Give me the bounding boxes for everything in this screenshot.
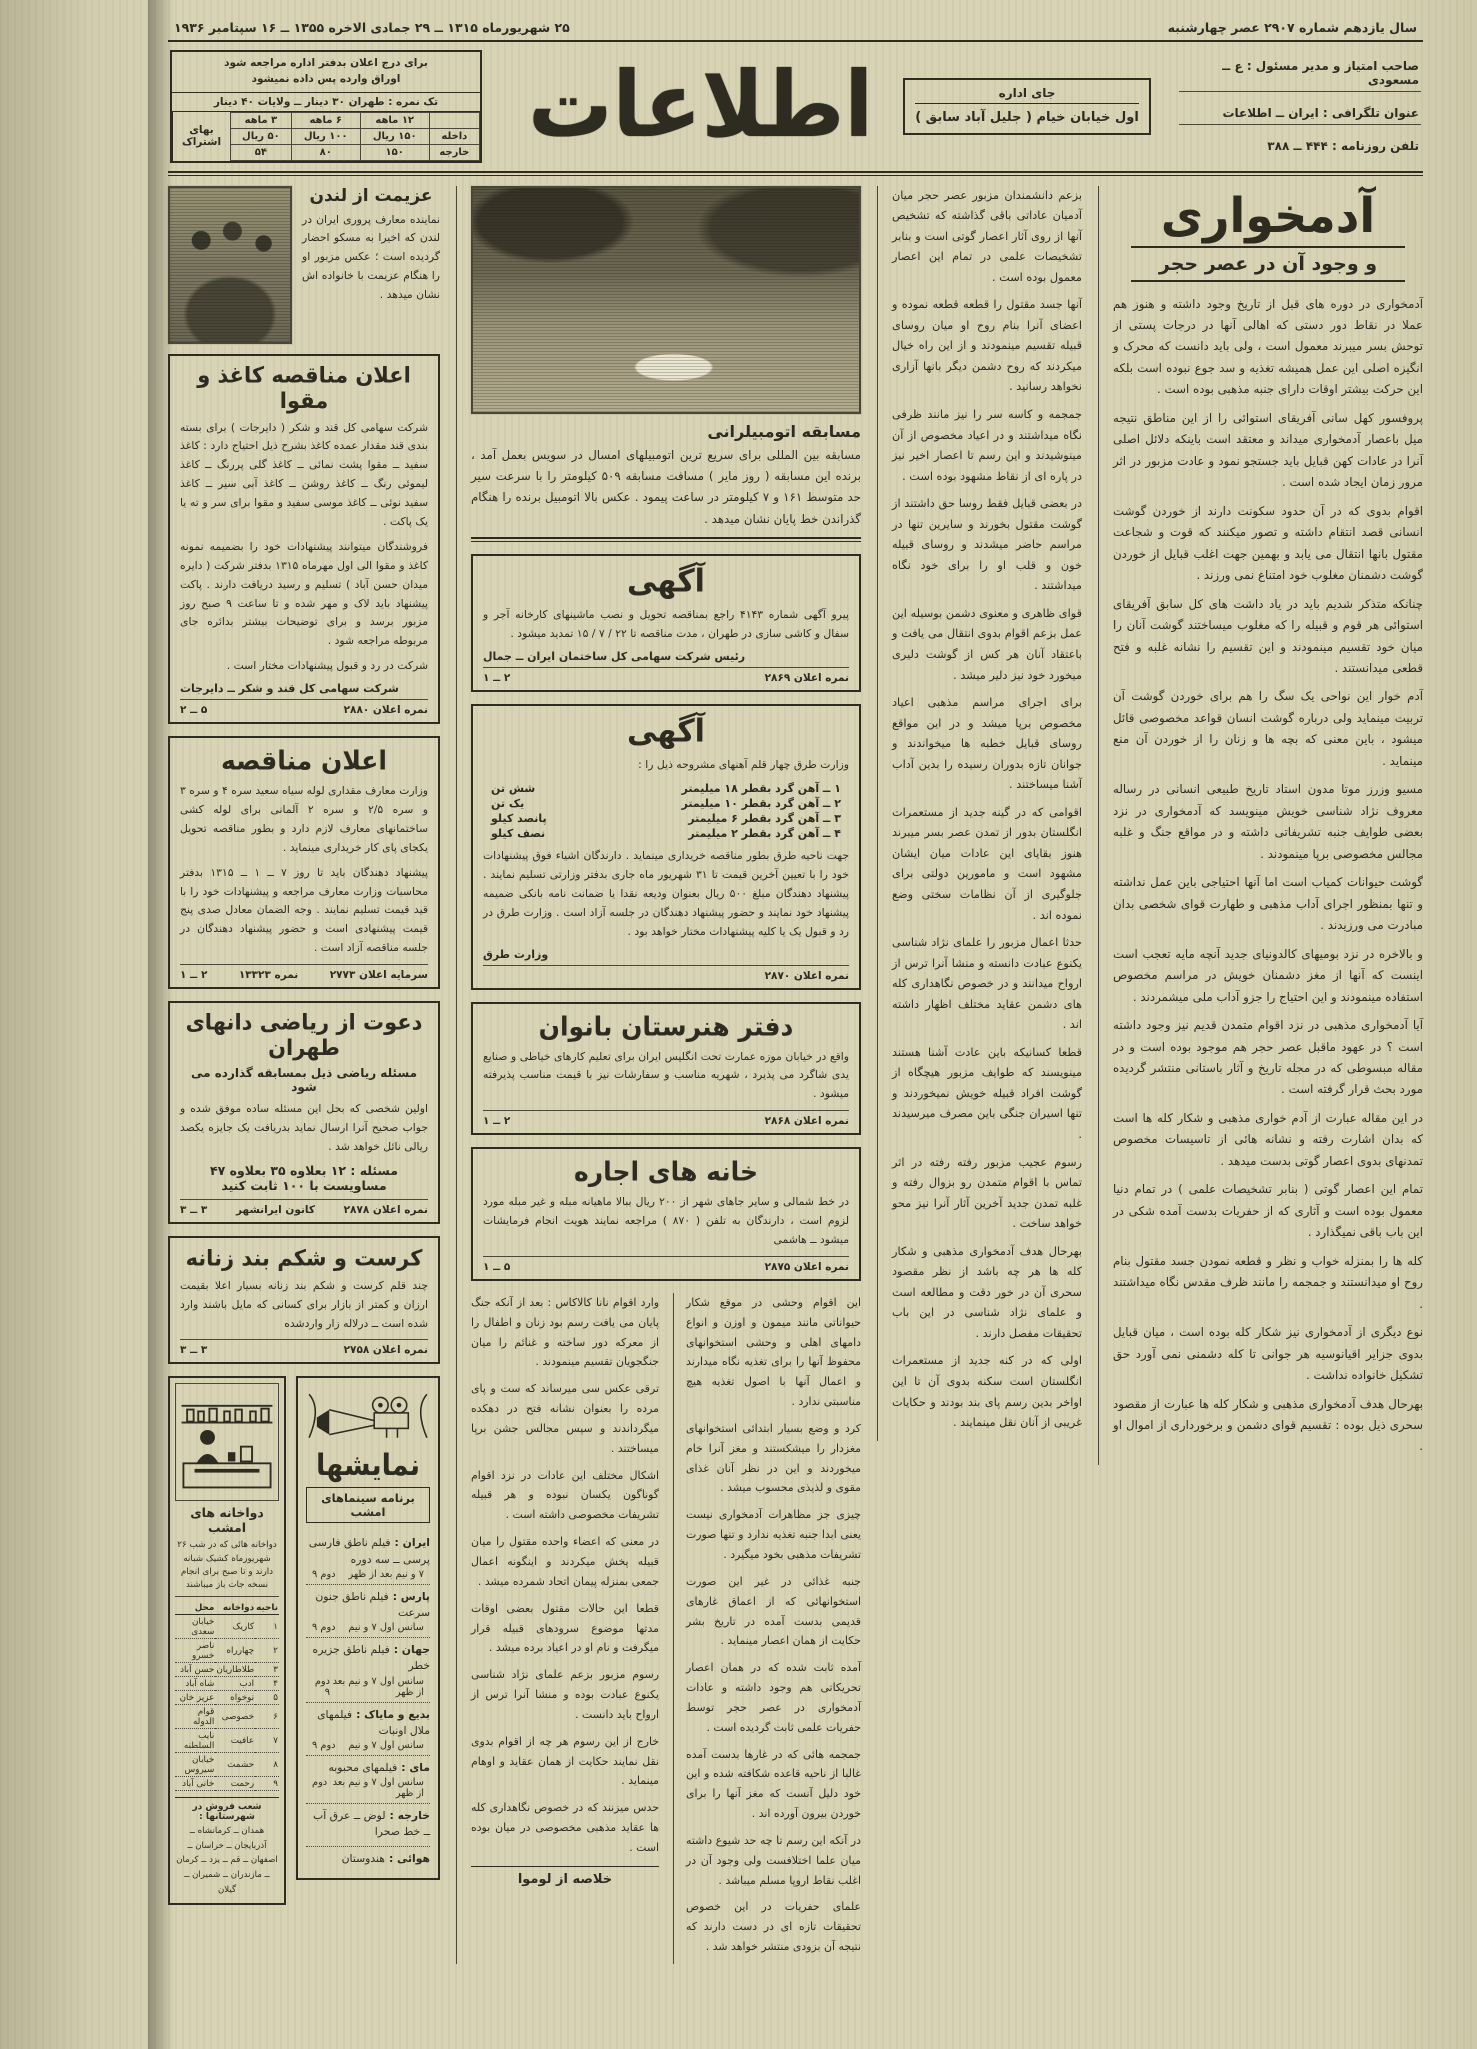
- london-title: عزیمت از لندن: [309, 185, 433, 206]
- pharmacy-name: چهارراه: [215, 1639, 255, 1663]
- paragraph: اقوامی که در گینه جدید از مستعمرات انگلستان بدور از تمدن عصر بسر میبرند هنوز بقایای این عادات میان ایشان مشهود است و مامورین دولتی برای جلوگیری از آن نظامات سختی وضع نموده اند .: [892, 805, 1082, 922]
- math-footer: [180, 1199, 428, 1216]
- cinema-name: جهان :: [393, 1643, 430, 1657]
- cinema-line: [306, 1808, 430, 1840]
- pharmacy-place: شاه آباد: [175, 1677, 215, 1691]
- corset-body: چند قلم کرست و شکم بند زنانه بسیار اعلا بقیمت ارزان و کمتر از بازار برای کسانی که مایل باشند وارد شده است ــ درلاله زار واردشده: [180, 1278, 428, 1330]
- paper-tender-title: اعلان مناقصه کاغذ و مقوا: [197, 362, 411, 413]
- masthead-rule: [168, 171, 1423, 176]
- cinema-name: هوائی :: [388, 1851, 430, 1865]
- notice-agahi-2: [471, 704, 861, 989]
- pharmacy-note: [175, 1539, 279, 1597]
- branch-city: ــ گیلان: [184, 1870, 236, 1895]
- showtime-first: سانس اول ۷ و نیم بعد از ظهر: [332, 1675, 424, 1698]
- tender-ad: [168, 736, 440, 989]
- branch-city: ــ کرمانشاه: [198, 1826, 242, 1836]
- tender-para: پیشنهاد دهندگان باید تا روز ۷ ــ ۱ ــ ۱۳۱۵ بدفتر محاسبات وزارت معارف مراجعه و پیشنهادات خود را با قید قیمت تسلیم نمایند . وجه الضمان معادل صدی پنج قیمت پیشنهادی است و حضور پیشنهاد دهندگان در جلسه مناقصه آزاد است .: [180, 865, 429, 955]
- film-projector-illustration: [306, 1384, 430, 1448]
- dateline-text: ۲۵ شهریورماه ۱۳۱۵ ــ ۲۹ جمادی الاخره ۱۳۵۵ ــ ۱۶ سپتامبر ۱۹۳۶: [174, 20, 570, 35]
- stone-age-left-column: [471, 1293, 659, 1964]
- note-ads: برای درج اعلان بدفتر اداره مراجعه شود: [224, 57, 428, 69]
- corset-ad: [168, 1236, 440, 1365]
- film-title: فیلمهای محبوبه: [328, 1760, 398, 1774]
- paper-tender-signature: شرکت سهامی کل قند و شکر ــ دایرجات: [180, 682, 399, 696]
- shows-title: نمایشها: [316, 1448, 420, 1483]
- showtime-second: دوم ۹: [312, 1622, 336, 1634]
- cinema-listing: [306, 1585, 430, 1638]
- branch-city: ــ خراسان: [195, 1841, 234, 1851]
- branch-city: همدان: [241, 1826, 265, 1837]
- cinema-line: [306, 1851, 430, 1867]
- rates-head-6: ۶ ماهه: [291, 112, 360, 128]
- notice-sequence: ۵ ــ ۱: [483, 1260, 511, 1273]
- notice-sequence: ۲ ــ ۱: [180, 969, 208, 982]
- paragraph: جمجمه هائی که در غارها بدست آمده غالبا از ناحیه قاعده شکافته شده و این خود دلیل آنست که مغز آنها را برای خوردن بیرون آورده اند .: [686, 1747, 861, 1821]
- iron-item-desc: ۳ ــ آهن گرد بقطر ۶ میلیمتر: [688, 812, 841, 826]
- branch-city: ــ اصفهان: [187, 1841, 277, 1866]
- page-content: [168, 186, 1423, 1965]
- showtime-first: سانس اول ۷ و نیم بعد از ظهر: [332, 1777, 424, 1800]
- iron-items-list: [483, 781, 849, 841]
- notice-sequence: ۲ ــ ۱: [483, 1115, 511, 1128]
- paragraph: رسوم مزبور بزعم علمای نژاد شناسی یکنوع عبادت بوده و منشا آنرا ترس از ارواح باید دانست .: [471, 1668, 659, 1721]
- showtimes: [306, 1841, 430, 1842]
- pharmacy-place: قوام الدوله: [175, 1705, 215, 1729]
- publisher-box: [1179, 50, 1421, 163]
- cinema-line: [306, 1589, 430, 1621]
- race-title: مسابقه اتومبیلرانی: [707, 421, 861, 441]
- paragraph: جمجمه و کاسه سر را نیز مانند ظرفی نگاه میداشتند و در اعیاد مخصوص از آن مینوشیدند و این رسم تا اعصار اخیر نیز در پاره ای از نقاط مشهود بوده است .: [892, 407, 1082, 483]
- pharmacy-row: [175, 1705, 279, 1729]
- notice-footer: [483, 667, 849, 684]
- telegraph-line: عنوان تلگرافی : ایران ــ اطلاعات: [1179, 102, 1421, 125]
- cinema-name: خارجه :: [389, 1809, 430, 1823]
- pharmacy-row: [175, 1663, 279, 1677]
- pharmacy-head-district: ناحیه: [256, 1603, 278, 1614]
- film-title: فیلم ناطق فارسی پرسی ــ سه دوره: [308, 1536, 430, 1566]
- cinema-box: [296, 1376, 440, 1879]
- pharmacy-box: [168, 1376, 286, 1905]
- film-title: هندوستان: [341, 1851, 385, 1865]
- houses-ad: [471, 1147, 861, 1281]
- cinema-listings: [306, 1531, 430, 1871]
- corset-title: کرست و شکم بند زنانه: [185, 1245, 423, 1271]
- notice-sequence: ۳ ــ ۳: [180, 1344, 208, 1357]
- paragraph: علمای حفریات در این خصوص تحقیقات تازه ای در دست دارند که نتیجه آن بزودی منتشر خواهد شد .: [686, 1900, 861, 1954]
- showtimes: [306, 1675, 430, 1698]
- showtimes: [306, 1776, 430, 1799]
- paragraph: بهرحال هدف آدمخواری مذهبی و شکار کله ها عبارت از مقصود سحری ذیل بوده : تقسیم قوای دشمن و برخورداری از اموال او .: [1113, 1396, 1423, 1454]
- pharmacy-number: ۵: [255, 1691, 279, 1705]
- showtime-second: دوم ۹: [314, 1675, 331, 1698]
- article-continuation-column: [877, 186, 1082, 1441]
- honarestan-title: دفتر هنرستان بانوان: [538, 1010, 794, 1042]
- rates-row: [231, 144, 480, 160]
- article-body-col2: [892, 186, 1082, 1434]
- pharmacy-place: حسن آباد: [175, 1663, 215, 1677]
- car-race-photo: [471, 186, 861, 414]
- pharmacy-number: ۳: [255, 1663, 279, 1677]
- paragraph: آیا آدمخواری مذهبی در نزد اقوام متمدن قدیم نیز وجود داشته است ؟ در عهود ماقبل عصر حجر هم موجود بوده است و در مقاله مبسوطی که در مجله تاریخ و آثار باستانی منتشر گردیده مورد بحث قرار گرفته است .: [1113, 1018, 1423, 1097]
- iron-item: [483, 811, 849, 826]
- pharmacy-number: ۶: [255, 1705, 279, 1729]
- note-returns: اوراق وارده پس داده نمیشود: [251, 72, 401, 85]
- shows-subtitle: برنامه سینماهای امشب: [306, 1487, 430, 1523]
- showtimes: [306, 1621, 430, 1633]
- paragraph: جنبه غذائی در غیر این صورت استخوانهائی که از اعماق غارهای قدیمی بدست آمده در تاریخ بشر حکایت از همان اعصار مینماید .: [686, 1574, 861, 1648]
- article-headline: آدمخواری: [1160, 186, 1376, 243]
- pharmacy-number: ۹: [255, 1777, 279, 1791]
- pharmacy-name: خصوصی: [215, 1705, 255, 1729]
- paragraph: آمده ثابت شده که در همان اعصار تحریکاتی هم وجود داشته و عادات آدمخواری در عصر حجر توسط حفریات علمی ثابت گردیده است .: [686, 1661, 861, 1734]
- london-caption: نماینده معارف پروری ایران در لندن که اخیرا به مسکو احضار گردیده است ؛ عکس مزبور او را هنگام عزیمت با خانواده اش نشان میدهد .: [302, 212, 440, 302]
- masthead: [168, 42, 1423, 169]
- notice-title: آگهی: [627, 563, 705, 601]
- math-contest-ad: [168, 1001, 440, 1224]
- race-caption: مسابقه بین المللی برای سریع ترین اتومبیلهای امسال در سویس بعمل آمد ، برنده این مسابقه ( روز مایر ) مسافت مسابقه ۵۰۹ کیلومتر را با سرعت سیر حد متوسط ۱۶۱ و ۷ کیلومتر در ساعت پیمود . عکس بالا اتومبیل برنده را هنگام گذراندن خط پایان نشان میدهد .: [471, 447, 862, 526]
- notice-sequence: ۳ ــ ۳: [180, 1203, 208, 1216]
- pharmacy-place: خانی آباد: [175, 1777, 215, 1791]
- pharmacy-head-place: محل: [175, 1602, 215, 1615]
- notice-agahi-1: [471, 554, 861, 692]
- paragraph: آدمخواری در دوره های قبل از تاریخ وجود داشته و هنوز هم عملا در نقاط دور دستی که اهالی آنها در درجات پستی از توحش بسر میبرند معمول است ، ولی باید دانست که محرک و انگیزه اصلی این عمل همیشه تغذیه و سد جوع نبوده است بلکه این حرکت بیشتر اوقات دارای جنبه مذهبی بوده است .: [1113, 296, 1423, 397]
- paragraph: اولی که در کنه جدید از مستعمرات انگلستان است سکنه بدوی آن تا این اواخر بدین رسم پای بند بودند و حکایات غریبی از آنان نقل مینمایند .: [892, 1354, 1082, 1430]
- pharmacy-place: نایب السلطنه: [175, 1729, 215, 1753]
- pharmacy-row: [175, 1729, 279, 1753]
- rates-corner-cell: [429, 112, 479, 128]
- cinema-line: [306, 1760, 430, 1776]
- paragraph: مسیو وزرز موتا مدون استاد تاریخ طبیعی انسانی در رساله معروف نژاد شناسی خویش مینویسد که آدمخواری در نزد بعضی طوایف جنبه تشریفاتی داشته و در مواقع جنگ و غلبه مجالس مخصوصی برپا مینمودند .: [1113, 782, 1423, 861]
- paragraph: در آنکه این رسم تا چه حد شیوع داشته میان علما اختلافست ولی وجود آن در اغلب نقاط اروپا مسلم میباشد .: [686, 1833, 861, 1887]
- notice-number: نمره اعلان ۲۸۶۸: [764, 1115, 849, 1128]
- rate-12: ۱۵۰ ریال: [360, 128, 429, 144]
- cinema-line: [306, 1707, 430, 1739]
- branch-city: ــ کرمان: [176, 1855, 209, 1865]
- film-title: فیلم ناطق جنون سرعت: [315, 1589, 430, 1619]
- pharmacy-row: [175, 1639, 279, 1663]
- iron-item-qty: یک تن: [491, 797, 525, 811]
- iron-item-qty: نصف کیلو: [491, 827, 546, 841]
- pharmacy-note-1: دواخانه هائی که در شب ۲۶ شهریورماه کشیک شبانه دارند: [177, 1540, 277, 1577]
- showtime-first: سانس اول ۷ و نیم: [348, 1739, 424, 1751]
- stone-age-columns: [471, 1293, 861, 1964]
- cinema-name: ایران :: [394, 1536, 430, 1550]
- paragraph: گوشت حیوانات کمیاب است اما آنها احتیاجی باین عمل نداشته و تنها بمنظور اجرای آداب مذهبی و طهارت قوای شخصی بدان مبادرت می ورزیدند .: [1113, 875, 1423, 933]
- london-departure-photo: [168, 186, 292, 344]
- office-address-box: [903, 78, 1151, 136]
- paragraph: ترقی عکس سی میرساند که ست و پای مرده را بعنوان نشانه فتح در دهکده میگرداندند و سپس مجالس جشن برپا میساختند .: [471, 1382, 659, 1455]
- iron-item: [483, 796, 849, 811]
- cinema-name: بدیع و مایاک :: [356, 1707, 430, 1721]
- paragraph: قطعا این حالات مقتول بعضی اوقات مدتها موضوع سرودهای قبیله قرار میگرفت و نام او در اعیاد برده میشد .: [471, 1601, 659, 1655]
- pharmacy-name: کاریک: [215, 1615, 255, 1639]
- iron-item-desc: ۱ ــ آهن گرد بقطر ۱۸ میلیمتر: [681, 782, 841, 796]
- paragraph: آنها جسد مقتول را قطعه قطعه نموده و اعضای آنرا بنام روح او میان روسای قبیله تقسیم مینمودند و از این راه خیال میکردند که روح دشمن دیگر بانها آزاری نخواهد رسانید .: [892, 298, 1082, 394]
- paragraph: حدس میزنند که در خصوص نگاهداری کله ها عقاید مذهبی مخصوصی در میان بوده است .: [471, 1801, 659, 1854]
- showtime-first: سانس اول ۷ و نیم: [348, 1622, 424, 1634]
- iron-item: [483, 826, 849, 841]
- subscription-box: [170, 50, 482, 163]
- pharmacy-row: [175, 1777, 279, 1791]
- houses-title: خانه های اجاره: [573, 1156, 759, 1187]
- branch-cities: [175, 1824, 279, 1897]
- single-issue-price: تک نمره : طهران ۳۰ دینار ــ ولایات ۴۰ دینار: [172, 93, 480, 112]
- showtimes: [306, 1867, 430, 1868]
- tender-footer: [180, 964, 428, 981]
- houses-footer: [483, 1256, 849, 1273]
- left-column: [168, 186, 440, 1906]
- cinema-listing: [306, 1756, 430, 1804]
- paragraph: قوای ظاهری و معنوی دشمن بوسیله این عمل بزعم اقوام بدوی انتقال می یافت و باعتقاد آنان هر کس از گوشت دلیری میخورد خود نیز دلیر میشد .: [892, 606, 1082, 682]
- branch-city: ــ آذربایجان: [190, 1826, 267, 1851]
- pharmacy-place: خیابان سعدی: [175, 1615, 215, 1639]
- cinema-listing: [306, 1847, 430, 1872]
- paragraph: وارد اقوام نانا کالاکاس : بعد از آنکه جنگ پایان می یافت رسم بود زنان و اطفال را از معرکه دور ساخته و غنائم را میان جنگجویان تقسیم مینمودند .: [471, 1295, 659, 1369]
- pharmacy-row: [175, 1691, 279, 1705]
- pharmacy-row: [175, 1677, 279, 1691]
- rates-head-3: ۳ ماهه: [231, 112, 292, 128]
- paragraph: بزعم دانشمندان مزبور عصر حجر میان آدمیان عاداتی باقی گذاشته که تشخیص آنها از روی آثار اعصار گوتی است و بنابر تشخیصات علمی در تمام این اعصار معمول بوده است .: [892, 188, 1082, 284]
- math-problem: مسئله : ۱۲ بعلاوه ۳۵ بعلاوه ۴۷ مساویست با ۱۰۰ ثابت کنید: [210, 1162, 398, 1193]
- math-subtitle: مسئله ریاضی ذیل بمسابقه گذارده می شود: [190, 1066, 418, 1095]
- pharmacy-place: ناصر خسرو: [175, 1639, 215, 1663]
- notice-sequence: ۵ ــ ۲: [180, 704, 208, 717]
- notice-number: نمره اعلان ۲۸۷۰: [764, 969, 849, 982]
- film-title: فیلمهای ملال اونبات: [317, 1707, 430, 1737]
- rate-6: ۱۰۰ ریال: [291, 128, 360, 144]
- newspaper-title: اطلاعات: [528, 52, 874, 159]
- rate-6: ۸۰: [291, 144, 360, 160]
- pharmacy-head-name: دواخانه: [215, 1602, 255, 1615]
- notice-number-2: نمره ۱۳۳۲۳: [238, 969, 299, 982]
- paragraph: چیزی جز مظاهرات آدمخواری نیست یعنی ابدا جنبه تغذیه ندارد و تنها صورت تشریفات مذهبی بخود میگیرد .: [686, 1508, 861, 1561]
- cinema-listing: [306, 1804, 430, 1846]
- paragraph: قطعا کسانیکه باین عادت آشنا هستند مینویسند که طوایف مزبور هیچگاه از گوشت افراد قبیله خویش نمیخوردند و تنها اسیران جنگی باین مصرف میرسیدند .: [892, 1045, 1082, 1142]
- cinema-listing: [306, 1531, 430, 1584]
- paragraph: برای اجرای مراسم مذهبی اعیاد مخصوص برپا میشد و در این مواقع روسای قبایل خطبه ها میخواندند و جوانان تازه بدوران رسیده را بدین آداب آشنا میساختند .: [892, 696, 1082, 792]
- houses-body: در خط شمالی و سایر جاهای شهر از ۲۰۰ ریال ببالا ماهیانه مبله و غیر مبله مورد لزوم است ، دارندگان به تلفن ( ۸۷۰ ) مراجعه نمایند هویت انجام فرمایشات میشود ــ هاشمی: [483, 1195, 849, 1246]
- showtime-second: دوم ۹: [312, 1739, 336, 1751]
- branch-city: ــ یزد: [209, 1855, 230, 1865]
- pharmacy-note-2: و تا صبح برای انجام نسخه جات باز میباشند: [180, 1566, 269, 1590]
- iron-item-qty: پانصد کیلو: [491, 812, 547, 826]
- pharmacy-name: رحمت: [215, 1777, 255, 1791]
- paragraph: و بالاخره در نزد بومیهای کالدونیای جدید آنچه مایه تعجب است اینست که آنها از مغز دشمنان خویش در مراسم مخصوص استفاده مینمودند و این احتیاج را جزو آداب ملی میشمردند .: [1113, 946, 1423, 1004]
- dateline-bar: [168, 20, 1423, 42]
- cinema-listing: [306, 1638, 430, 1702]
- math-title: دعوت از ریاضی دانهای طهران: [185, 1009, 423, 1061]
- rate-3: ۵۰ ریال: [231, 128, 292, 144]
- showtimes: [306, 1739, 430, 1751]
- center-column: [456, 186, 861, 1965]
- paragraph: در معنی که اعضاء واحده مقتول را میان قبیله پخش میکردند و اینگونه اعمال جمعی بمنزله پیمان اتحاد شمرده میشد .: [471, 1535, 659, 1588]
- notice-sequence: ۲ ــ ۱: [483, 672, 511, 685]
- iron-item-desc: ۴ ــ آهن گرد بقطر ۲ میلیمتر: [688, 827, 841, 841]
- phone-line: تلفن روزنامه : ۴۴۴ ــ ۳۸۸: [1267, 139, 1419, 154]
- paragraph: کرد و وضع بسیار ابتدائی استخوانهای مغزدار را میشکستند و مغز آنرا خام میخوردند و این در نظر آنان غذای مقوی و لذیذی محسوب میشد .: [686, 1421, 861, 1495]
- rates-row-label: خارجه: [429, 144, 479, 160]
- paper-tender-ad: [168, 354, 440, 725]
- masthead-center: [496, 50, 1165, 163]
- paragraph: کله ها را بمنزله خواب و نظر و قطعه نمودن جسد مقتول بنام روح او میدانستند و جمجمه را مانند ظرف مقدس نگاه میداشتند .: [1113, 1253, 1423, 1311]
- paragraph: نوع دیگری از آدمخواری نیز شکار کله بوده است ، میان قبایل بدوی جزایر اقیانوسیه هر جوانی تا کله دشمنی نمی آورد حق تشکیل خانواده نداشت .: [1113, 1325, 1423, 1383]
- rate-3: ۵۴: [231, 144, 292, 160]
- pharmacy-name: حشمت: [215, 1753, 255, 1777]
- stone-age-paragraphs: [471, 1293, 659, 1858]
- section-rule: [471, 537, 861, 542]
- paragraph: پروفسور کهل سانی آفریقای استوائی را از این مناطق نتیجه میل باعصار آدمخواری میداند و معتقد است باینکه دلائل اصلی آنرا در عادات کهن قبایل باید جستجو نمود و عادت مزبور در اثر مرور زمان ایجاد شده است .: [1113, 410, 1423, 490]
- paragraph: اشکال مختلف این عادات در نزد اقوام گوناگون یکسان نبوده و هر قبیله تشریفات مخصوصی داشته است .: [471, 1468, 659, 1522]
- article-body-col1: [1113, 294, 1423, 1458]
- notice-number: نمره اعلان ۲۸۷۸: [343, 1203, 428, 1216]
- office-label: جای اداره: [915, 86, 1139, 104]
- paragraph: چنانکه متذکر شدیم باید در یاد داشت های کل سابق آفریقای استوائی هر قوم و قبیله را که مغلوب میساختند گوشت آنان را میان خود تقسیم مینمودند و این تقسیم را نشانه غلبه و فتح قطعی میدانستند .: [1113, 596, 1423, 675]
- notice-footer: [483, 965, 849, 982]
- pharmacy-number: ۴: [255, 1677, 279, 1691]
- rates-table: [230, 112, 480, 161]
- notice-number: نمره اعلان ۲۸۷۵: [764, 1260, 849, 1273]
- film-title: لوض ــ عرق آب ــ خط صحرا: [313, 1809, 430, 1839]
- pharmacy-footer: شعب فروش در شهرستانها :: [175, 1797, 279, 1822]
- paper-tender-para: شرکت سهامی کل قند و شکر ( دایرجات ) برای بسته بندی قند مقدار عمده کاغذ بشرح ذیل احتیاج دارد : کاغذ سفید ــ مقوا پشت نمائی ــ کاغذ گلی پررنگ ــ کاغذ لیموئی رنگ ــ کاغذ روشن ــ کاغذ آبی سیر ــ کاغذ سفید نوئی ــ کاغذ موسی سفید و مقوا برای سر و ته یا یک پاکت .: [180, 420, 428, 528]
- notice-body: پیرو آگهی شماره ۴۱۴۳ راجع بمناقصه تحویل و نصب ماشینهای کارخانه آجر و سفال و کاشی سازی در طهران ، مدت مناقصه تا ۲۲ / ۷ / ۱۵ تمدید میشود .: [483, 608, 849, 641]
- pharmacy-banner: دواخانه های امشب: [190, 1505, 264, 1536]
- notice-intro: وزارت طرق چهار قلم آهنهای مشروحه ذیل را :: [638, 758, 849, 772]
- notice-number: نمره اعلان ۲۸۸۰: [343, 704, 428, 717]
- pharmacist-illustration: [175, 1383, 279, 1501]
- showtimes: [306, 1568, 430, 1580]
- pharmacy-number: ۲: [255, 1639, 279, 1663]
- notice-signature: وزارت طرق: [483, 947, 549, 961]
- subscription-rates: [172, 112, 480, 161]
- pharmacy-name: نوخواه: [215, 1691, 255, 1705]
- rates-head-12: ۱۲ ماهه: [360, 112, 429, 128]
- race-article: [471, 422, 861, 531]
- honarestan-ad: [471, 1002, 861, 1136]
- paragraph: حدثا اعمال مزبور را علمای نژاد شناسی یکنوع عبادت دانسته و منشا آنرا ترس از ارواح میدانند و در خصوص نگاهداری کله های دشمن عقاید مختلف اظهار داشته اند .: [892, 936, 1082, 1032]
- rates-row-label: داخله: [429, 128, 479, 144]
- stone-age-paragraphs: [686, 1293, 861, 1957]
- pharmacy-name: طلاطاریان: [216, 1664, 255, 1675]
- branch-city: ــ شمیران: [192, 1870, 231, 1880]
- notice-number: نمره اعلان ۲۸۶۹: [764, 672, 849, 685]
- bottom-left-row: [168, 1376, 440, 1905]
- article-subtitle: و وجود آن در عصر حجر: [1131, 246, 1405, 282]
- office-address: اول خیابان خیام ( جلیل آباد سابق ): [915, 109, 1139, 125]
- cinema-line: [306, 1642, 430, 1674]
- math-body: اولین شخصی که بحل این مسئله ساده موفق شده و جواب صحیح آنرا ارسال نماید بدریافت یک جایزه یکصد ریالی نائل خواهد شد .: [180, 1102, 428, 1153]
- paragraph: این اقوام وحشی در موقع شکار حیواناتی مانند میمون و اوزن و انواع دامهای اهلی و وحشی استخوانهای محفوظ آنها را برای تغذیه نگاه میدارند و اعمال آنها با اصول تغذیه هیچ مناسبتی ندارد .: [686, 1295, 861, 1409]
- showtime-second: دوم: [312, 1777, 328, 1789]
- notice-signature: رئیس شرکت سهامی کل ساختمان ایران ــ جمال: [483, 650, 746, 664]
- pharmacy-number: ۱: [255, 1615, 279, 1639]
- london-article: [168, 186, 440, 344]
- showtime-second: دوم ۹: [312, 1568, 336, 1580]
- branch-city: ــ مازندران: [231, 1870, 270, 1880]
- pharmacy-name: عافیت: [215, 1729, 255, 1753]
- notice-number: نمره اعلان ۲۷۵۸: [343, 1344, 428, 1357]
- iron-item-desc: ۲ ــ آهن گرد بقطر ۱۰ میلیمتر: [681, 797, 841, 811]
- pharmacy-number: ۸: [255, 1753, 279, 1777]
- paragraph: تمام این اعصار گوتی ( بنابر تشخیصات علمی ) در تمام دنیا معمول بوده است و آثاری که از حفریات بدست آمده شکی در این باب باقی نمیگذارد .: [1113, 1182, 1423, 1240]
- iron-item-qty: شش تن: [491, 782, 536, 796]
- notice-body: جهت ناحیه طرق بطور مناقصه خریداری مینماید . دارندگان اشیاء فوق پیشنهادات خود را با تعیین آخرین قیمت تا ۳۱ شهریور ماه جاری بدفتر وزارتی تسلیم نمایند . پیشنهاد دهندگان مبلغ ۵۰۰ ریال بعنوان ودیعه نقدا یا ضمانت نامه بانکی ضمیمه پیشنهاد خود نمایند و حضور پیشنهاد دهندگان در جلسه آزاد است . وزارت طرق در رد و قبول یک یا کلیه پیشنهادات مختار خواهد بود .: [483, 849, 849, 938]
- paragraph: رسوم عجیب مزبور رفته رفته در اثر تماس با اقوام متمدن رو بزوال رفته و غلبه تمدن جدید آخرین آثار آنرا نیز محو خواهد ساخت .: [892, 1155, 1082, 1231]
- pharmacy-table: [175, 1602, 279, 1791]
- paragraph: در این مقاله عبارت از آدم خواری مذهبی و شکار کله ها است که بدان اشارت رفته و نشانه هائی از تاسیسات مخصوص تمدنهای بدوی اعصار گوتی بدست میدهد .: [1113, 1110, 1423, 1168]
- corset-footer: [180, 1339, 428, 1356]
- film-title: فیلم ناطق جزیره خطر: [312, 1643, 430, 1673]
- paper-tender-para: شرکت در رد و قبول پیشنهادات مختار است .: [226, 659, 428, 673]
- stone-age-right-column: [673, 1293, 861, 1964]
- paragraph: خارج از این رسوم هر چه از اقوام بدوی نقل نمایند حکایت از همان عقاید و اوهام مینماید .: [471, 1734, 659, 1788]
- paper-tender-footer: [180, 699, 428, 716]
- paragraph: در بعضی قبایل فقط روسا حق داشتند از گوشت مقتول بخورند و سایرین تنها در مراسم حاضر میشدند و روسای قبیله خون و قلب او را برای خود نگاه میداشتند .: [892, 497, 1082, 593]
- showtime-first: ۷ و نیم بعد از ظهر: [348, 1568, 424, 1580]
- honarestan-footer: [483, 1110, 849, 1127]
- pharmacy-place: خیابان سیروس: [175, 1753, 215, 1777]
- tender-para: وزارت معارف مقداری لوله سیاه سعید سره ۴ و سره ۳ و سره ۲/۵ و سره ۲ آلمانی برای لوله کشی ساختمانهای معارف لازم دارد و بطور مناقصه تحویل یکجای پای کار خریداری مینماید .: [180, 784, 429, 854]
- iron-item: [483, 781, 849, 796]
- notice-title: آگهی: [627, 713, 705, 751]
- paragraph: اقوام بدوی که در آن حدود سکونت دارند از خوردن گوشت انسانی قصد انتقام داشته و تصور میکنند که قوت و شجاعت مقتول بانها انتقال می یابد و بهمین جهت اغلب قبایل از خوردن گوشت دشمنان مغلوب خود امتناع نمی ورزند .: [1113, 503, 1423, 583]
- paper-tender-para: فروشندگان میتوانند پیشنهادات خود را بضمیمه نمونه کاغذ و مقوا الی اول مهرماه ۱۳۱۵ بدفتر شرکت ( دایره میدان حسن آباد ) تسلیم و رسید دریافت دارند . پاکت پیشنهاد باید لاک و مهر شده و تا ساعت ۹ صبح روز مزبور برسد و برای توضیحات بیشتر بدائره جای مربوطه مراجعه شود .: [180, 539, 428, 648]
- notice-number: سرمایه اعلان ۲۷۷۳: [329, 969, 428, 982]
- pharmacy-place: عزیز خان: [175, 1691, 215, 1705]
- rates-row: [231, 128, 480, 144]
- paragraph: آدم خوار این نواحی یک سگ را هم برای خوردن گوشت آن تربیت مینماید ولی درباره گوشت انسان قواعد مخصوصی قائل میشود ، باین معنی که بچه ها و زنان را از خوردن آن منع مینماید .: [1113, 689, 1423, 768]
- main-article-column: [1098, 186, 1423, 1465]
- pharmacy-name: ادب: [215, 1677, 255, 1691]
- cinema-line: [306, 1535, 430, 1567]
- honarestan-body: واقع در خیابان موزه عمارت تحت انگلیس ایران برای تعلیم کارهای خیاطی و صنایع یدی شاگرد می پذیرد ، شهریه مناسب و سفارشات نیز با قیمت مناسب پذیرفته میشود .: [483, 1049, 849, 1101]
- math-signature: کانون ایرانشهر: [236, 1203, 315, 1216]
- pharmacy-row: [175, 1753, 279, 1777]
- tender-title: اعلان مناقصه: [221, 745, 387, 776]
- rates-corner-label: بهای اشتراک: [172, 112, 230, 161]
- cinema-name: پارس :: [392, 1589, 430, 1603]
- london-caption-block: [302, 186, 440, 344]
- rate-12: ۱۵۰: [360, 144, 429, 160]
- branch-city: ــ قم: [231, 1855, 251, 1865]
- pharmacy-number: ۷: [255, 1729, 279, 1753]
- publisher-line: صاحب امتیاز و مدیر مسئول : ع ــ مسعودی: [1179, 55, 1421, 92]
- paragraph: بهرحال هدف آدمخواری مذهبی و شکار کله ها هر چه باشد از نظر مقصود سحری آن در خور دقت و مطالعه است و علمای نژاد شناسی در این باب تحقیقات مفصل دارند .: [892, 1244, 1082, 1340]
- subscription-notes: [172, 52, 480, 93]
- edition-info: سال یازدهم شماره ۲۹۰۷ عصر چهارشنبه: [1167, 20, 1417, 35]
- pharmacy-row: [175, 1615, 279, 1639]
- cinema-listing: [306, 1703, 430, 1756]
- cinema-name: مای :: [401, 1760, 430, 1774]
- source-label: خلاصه از لوموا: [471, 1866, 659, 1887]
